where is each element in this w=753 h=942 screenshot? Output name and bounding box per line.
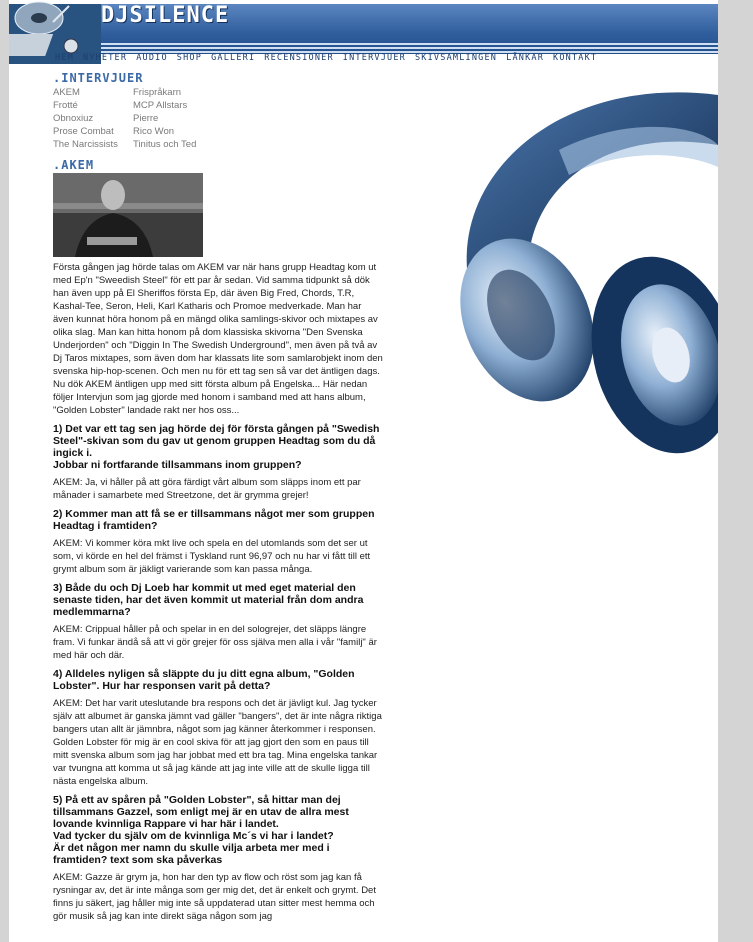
article-heading: .AKEM <box>53 158 95 172</box>
question-3: 3) Både du och Dj Loeb har kommit ut med eget material den senaste tiden, har det även kommit ut material från dom andra medlemmarna? <box>53 582 364 618</box>
nav-nyheter[interactable]: NYHETER <box>82 53 128 63</box>
interview-link[interactable]: Rico Won <box>133 126 175 137</box>
site-logo[interactable]: DJSILENCE <box>101 3 230 28</box>
question-1: 1) Det var ett tag sen jag hörde dej för första gången på "Swedish Steel"-skivan som du gav ut genom gruppen Headtag som du då ingick i. Jobbar ni fortfarande tillsammans inom gruppen? <box>53 423 380 471</box>
page <box>9 0 718 942</box>
interview-link[interactable]: Obnoxiuz <box>53 113 94 124</box>
nav-audio[interactable]: AUDIO <box>136 53 168 63</box>
nav-lankar[interactable]: LÄNKAR <box>506 53 545 63</box>
answer-3: AKEM: Crippual håller på och spelar in en del sologrejer, det släpps längre fram. Vi funkar ändå så att vi gör grejer för oss själva men alla i vår "familj" är med här och där. <box>53 624 377 661</box>
answer-5: AKEM: Gazze är grym ja, hon har den typ av flow och röst som jag kan få rysningar av, det är inte många som ger mig det, det är enkelt och grymt. Det finns ju säkert, jag håller mig inte så uppdaterad utan sitter mest hemma och gör musik så jag kan inte direkt säga någon som jag <box>53 872 376 922</box>
nav-skivsamlingen[interactable]: SKIVSAMLINGEN <box>414 53 498 63</box>
interview-link[interactable]: Prose Combat <box>53 126 114 137</box>
article-body <box>53 261 383 929</box>
nav-galleri[interactable]: GALLERI <box>211 53 256 63</box>
question-2: 2) Kommer man att få se er tillsammans något mer som gruppen Headtag i framtiden? <box>53 508 375 532</box>
answer-4: AKEM: Det har varit uteslutande bra respons och det är jävligt kul. Jag tycker själv att albumet är ganska jämnt vad gäller "bangers", det är inte några riktiga bangers utan allt är jämnbra, något som jag känner återkommer i responsen. Golden Lobster för mig är en cool skiva för att jag gjort den som en paus till mitt svenska album som jag har jobbat med ett bra tag. Mina engelska tankar var tvungna att komma ut så jag kände att jag inte ville att de skulle ligga till nästa engelska album. <box>53 698 382 787</box>
artist-photo <box>53 173 203 257</box>
interview-link[interactable]: Frotté <box>53 100 78 111</box>
question-5: 5) På ett av spåren på "Golden Lobster", så hittar man dej tillsammans Gazzel, som enligt mej är en utav de allra mest lovande kvinnliga Rappare vi har här i landet. Vad tycker du själv om de kvinnliga Mc´s vi har i landet? Är det någon mer namn du skulle vilja arbeta mer med i framtiden? text som ska påverkas <box>53 794 349 866</box>
nav-intervjuer[interactable]: INTERVJUER <box>342 53 406 63</box>
nav-recensioner[interactable]: RECENSIONER <box>264 53 334 63</box>
answer-1: AKEM: Ja, vi håller på att göra färdigt vårt album som släpps inom ett par månader i samarbete med Streetzone, det är grymma grejer! <box>53 477 361 501</box>
headphones-image <box>409 55 718 480</box>
nav-shop[interactable]: SHOP <box>176 53 203 63</box>
interviews-heading: .INTERVJUER <box>53 71 144 85</box>
interview-link[interactable]: The Narcissists <box>53 139 118 150</box>
answer-2: AKEM: Vi kommer köra mkt live och spela en del utomlands som det ser ut som, vi körde en hel del främst i Tyskland runt 96,97 och nu har vi fått till ett grymt album som är jäkligt varierande som kan passa många. <box>53 538 371 575</box>
nav-kontakt[interactable]: KONTAKT <box>553 53 598 63</box>
interview-link[interactable]: Frispråkarn <box>133 87 182 98</box>
interview-link[interactable]: Pierre <box>133 113 159 124</box>
article-intro: Första gången jag hörde talas om AKEM var när hans grupp Headtag kom ut med Ep'n "Sweedish Steel" för ett par år sedan. Vid samma tidpunkt så dök han även upp på El Sheriffos första Ep, där även Big Fred, Chords, T.R, Kashal-Tee, Seron, Heli, Karl Katharis och Promoe medverkade. Man har även kunnat höra honom på en mängd olika samlings-skivor och mixtapes av olika slag. Man kan hitta honom på dom klassiska skivorna "Den Svenska Underjorden" och "Diggin In The Swedish Underground", men även på två av Dj Taros mixtapes, som även dom har klassats lite som samlarobjekt inom den svenska hip-hop-scenen. Och men nu för ett tag sen så var det äntligen dags. Nu dök AKEM äntligen upp med sitt första album på Engelska... Här nedan följer Intervjun som jag gjorde med honom i samband med att hans album, "Golden Lobster" landade rakt ner hos oss... <box>53 262 383 416</box>
question-4: 4) Alldeles nyligen så släppte du ju ditt egna album, "Golden Lobster". Hur har responsen varit på detta? <box>53 668 355 692</box>
interview-link[interactable]: Tinitus och Ted <box>133 139 197 150</box>
interview-link[interactable]: AKEM <box>53 87 80 98</box>
interview-link[interactable]: MCP Allstars <box>133 100 188 111</box>
nav-hem[interactable]: HEM <box>55 53 74 63</box>
